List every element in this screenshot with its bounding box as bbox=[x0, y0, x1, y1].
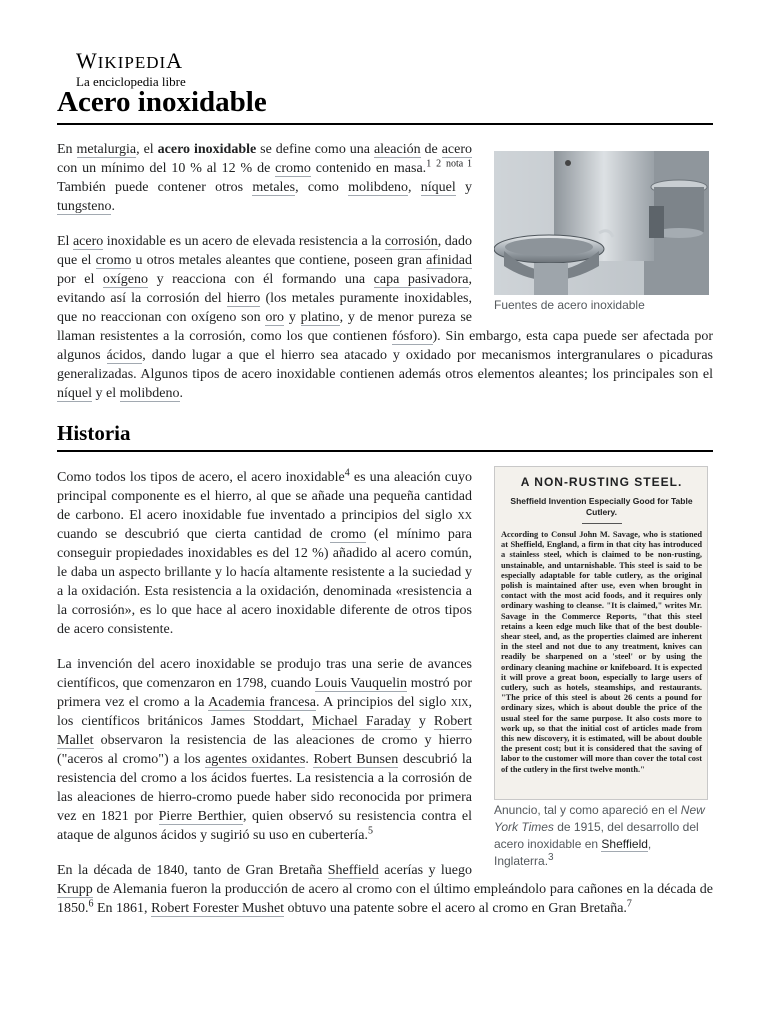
intro-paragraph-2: El acero inoxidable es un acero de elevada resistencia a la corrosión, dado que el cromo u otros metales aleantes que contiene, poseen gran afinidad por el oxígeno y reacciona con él formando una capa pasivadora, evitando así la corrosión del hierro (los metales puramente inoxidables, que no reaccionan con oxígeno son oro y platino, y de menor pureza se llaman resistentes a la corrosión, como los que contienen fósforo). Sin embargo, esta capa puede ser afectada por algunos ácidos, dando lugar a que el hierro sea atacado y oxidado por mecanismos intergranulares o picaduras generalizadas. Algunos tipos de acero inoxidable contienen además otros elementos aleantes; los principales son el níquel y el molibdeno. bbox=[57, 234, 713, 401]
link-acero[interactable]: acero bbox=[72, 234, 104, 249]
historia-paragraph-2: La invención del acero inoxidable se produjo tras una serie de avances científicos, que comenzaron en 1798, cuando Louis Vauquelin mostró por primera vez el cromo a la Academia francesa. A principios del siglo xix, los científicos británicos James Stoddart, Michael Faraday y Robert Mallet observaron la resistencia de las aleaciones de cromo y hierro ("aceros al cromo") a los agentes oxidantes. Robert Bunsen descubrió la resistencia del cromo a los ácidos fuertes. La resistencia a la corrosión de las aleaciones de hierro-cromo puede haber sido reconocida por primera vez en 1821 por Pierre Berthier, quien observó su resistencia contra el ataque de algunos ácidos y sugirió su uso en cubertería.$^5$ bbox=[57, 657, 473, 843]
section-heading-historia: Historia bbox=[57, 420, 713, 452]
newspaper-rule bbox=[582, 523, 622, 524]
ref-5[interactable]: 5 bbox=[368, 825, 374, 837]
intro-paragraph-1: En metalurgia, el acero inoxidable se define como una aleación de acero con un mínimo del 10 % al 12 % de cromo contenido en masa.$^1$ $^2$ $^{nota 1}$ También puede contener otros metales, como molibdeno, níquel y tungsteno. bbox=[57, 142, 473, 214]
ref-3[interactable]: 3 bbox=[548, 852, 554, 863]
link-platino[interactable]: platino bbox=[300, 310, 340, 325]
link-oro[interactable]: oro bbox=[265, 310, 285, 325]
link-acero[interactable]: acero bbox=[441, 142, 473, 157]
link-molibdeno[interactable]: molibdeno bbox=[348, 180, 409, 195]
newspaper-caption: Anuncio, tal y como apareció en el New York Times de 1915, del desarrollo del acero inoxidable en Sheffield, Inglaterra.$^3$ bbox=[494, 803, 705, 868]
logo-tagline: La enciclopedia libre bbox=[76, 74, 186, 89]
link-afinidad[interactable]: afinidad bbox=[426, 253, 472, 268]
ref-2[interactable]: 2 bbox=[436, 158, 442, 170]
fountain-figure bbox=[494, 151, 713, 314]
intro-section bbox=[57, 140, 713, 419]
link-sheffield[interactable]: Sheffield bbox=[327, 863, 379, 878]
link-pierre-berthier[interactable]: Pierre Berthier bbox=[158, 809, 243, 824]
link-robert-bunsen[interactable]: Robert Bunsen bbox=[313, 752, 399, 767]
historia-paragraph-1: Como todos los tipos de acero, el acero inoxidable$^4$ es una aleación cuyo principal componente es el hierro, al que se añade una pequeña cantidad de carbono. El acero inoxidable fue inventado a principios del siglo xx cuando se descubrió que cierta cantidad de cromo (el mínimo para conseguir propiedades inoxidables es del 12 %) añadido al acero común, le daba un aspecto brillante y lo hacía altamente resistente a la suciedad y a la oxidación. Esta resistencia a la oxidación, denominada «resistencia a la corrosión», es lo que hace al acero inoxidable diferente de otros tipos de acero consistente. bbox=[57, 467, 472, 637]
ref-4[interactable]: 4 bbox=[344, 467, 350, 479]
newspaper-subhead: Sheffield Invention Especially Good for Table Cutlery. bbox=[510, 496, 693, 517]
fountain-caption: Fuentes de acero inoxidable bbox=[494, 298, 645, 312]
link-capa-pasivadora[interactable]: capa pasivadora bbox=[373, 272, 469, 287]
link-aleacion[interactable]: aleación bbox=[373, 142, 421, 157]
link-agentes-oxidantes[interactable]: agentes oxidantes bbox=[205, 752, 306, 767]
historia-paragraph-3: En la década de 1840, tanto de Gran Bretaña Sheffield acerías y luego Krupp de Alemania fueron la producción de acero al cromo con el último empleándolo para cañones en la década de 1850.$^6$ En 1861, Robert Forester Mushet obtuvo una patente sobre el acero al cromo en Gran Bretaña.$^7$ bbox=[57, 863, 713, 916]
newspaper-headline: A NON-RUSTING STEEL. bbox=[520, 475, 683, 489]
link-acidos[interactable]: ácidos bbox=[106, 348, 143, 363]
link-cromo[interactable]: cromo bbox=[330, 527, 367, 542]
link-metales[interactable]: metales bbox=[252, 180, 296, 195]
link-niquel[interactable]: níquel bbox=[420, 180, 456, 195]
link-fosforo[interactable]: fósforo bbox=[392, 329, 433, 344]
ref-1[interactable]: 1 bbox=[426, 158, 432, 170]
link-cromo[interactable]: cromo bbox=[275, 161, 311, 176]
link-robert-forester-mushet[interactable]: Robert Forester Mushet bbox=[151, 901, 285, 916]
fountain-image[interactable] bbox=[494, 151, 709, 295]
link-sheffield[interactable]: Sheffield bbox=[601, 837, 648, 851]
link-louis-vauquelin[interactable]: Louis Vauquelin bbox=[314, 676, 408, 691]
link-academia-francesa[interactable]: Academia francesa bbox=[208, 695, 317, 710]
link-cromo[interactable]: cromo bbox=[95, 253, 132, 268]
bold-term: acero inoxidable bbox=[157, 142, 257, 157]
page-title: Acero inoxidable bbox=[57, 84, 713, 125]
historia-section bbox=[57, 420, 713, 934]
newspaper-figure bbox=[494, 466, 713, 870]
link-molibdeno[interactable]: molibdeno bbox=[119, 386, 180, 401]
link-hierro[interactable]: hierro bbox=[226, 291, 261, 306]
ref-nota-1[interactable]: nota 1 bbox=[445, 158, 473, 170]
ref-6[interactable]: 6 bbox=[88, 898, 94, 910]
link-corrosion[interactable]: corrosión bbox=[384, 234, 438, 249]
link-krupp[interactable]: Krupp bbox=[57, 882, 93, 897]
link-tungsteno[interactable]: tungsteno bbox=[57, 199, 112, 214]
newspaper-clipping-image[interactable] bbox=[494, 466, 708, 800]
logo-wordmark: WIKIPEDIA bbox=[76, 48, 184, 73]
link-robert-mallet[interactable]: Robert Mallet bbox=[57, 714, 472, 748]
link-niquel[interactable]: níquel bbox=[57, 386, 92, 401]
link-oxigeno[interactable]: oxígeno bbox=[102, 272, 149, 287]
link-metalurgia[interactable]: metalurgia bbox=[76, 142, 137, 157]
newspaper-body: According to Consul John M. Savage, who is stationed at Sheffield, England, a firm in that city has introduced a stainless steel, which is claimed to be non-rusting, unstainable, and untarnishable. This steel is said to be especially adaptable for table cutlery, as the original polish is maintained after use, even when brought in contact with the most acid foods, and it requires only ordinary washing to cleanse. "It is claimed," writes Mr. Savage in the Commerce Reports, "that this steel retains a keen edge much like that of the best double-shear steel, and, as the properties claimed are inherent in the steel and not due to any treatment, knives can readily be sharpened on a 'steel' or by using the ordinary cleaning machine or knifeboard. It is expected it will prove a great boon, especially to large users of cutlery, such as hotels, steamships, and restaurants. "The price of this steel is about 26 cents a pound for ordinary sizes, which is about double the price of the usual steel for the same purpose. It also costs more to work up, so that the initial cost of articles made from this new discovery, it is estimated, will be about double the present cost; but it is considered that the saving of labor to the customer will more than cover the total cost of the cutlery in the first twelve month." bbox=[501, 530, 702, 774]
ref-7[interactable]: 7 bbox=[626, 898, 632, 910]
link-michael-faraday[interactable]: Michael Faraday bbox=[311, 714, 411, 729]
